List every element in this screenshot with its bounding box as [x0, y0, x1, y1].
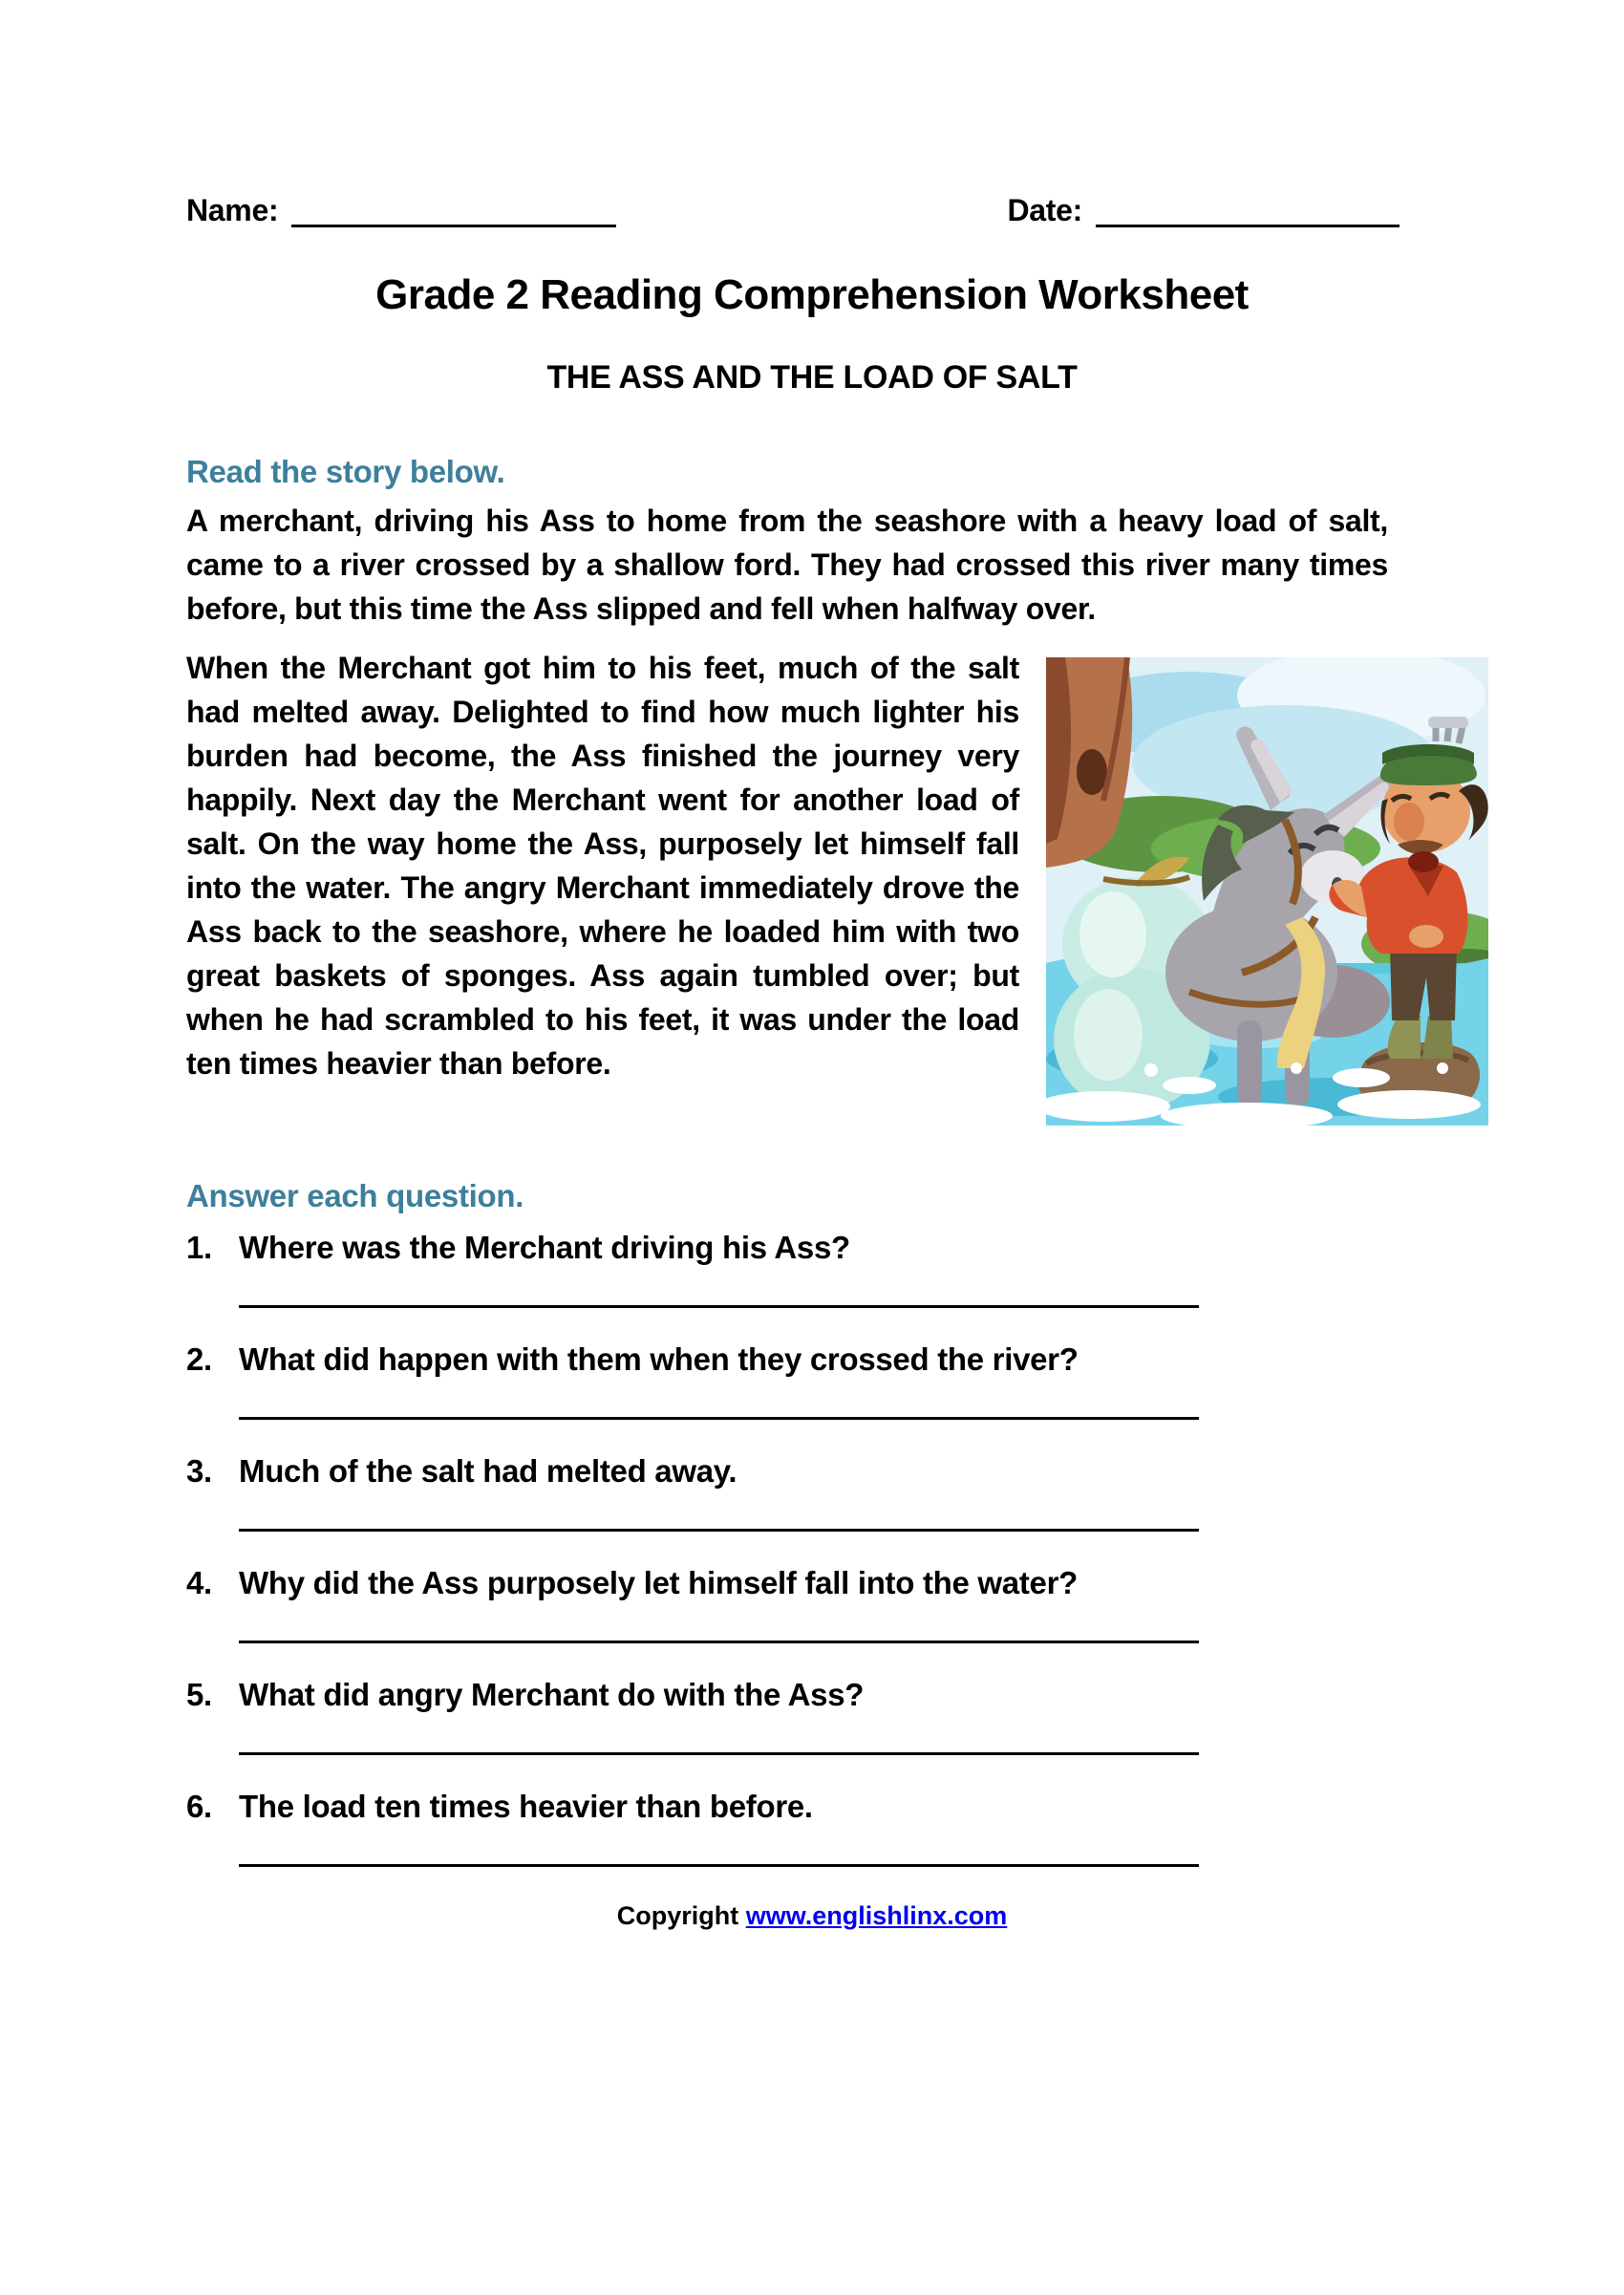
- answer-line-5: [239, 1750, 1199, 1755]
- name-blank: [291, 194, 616, 227]
- question-number: 1.: [186, 1230, 212, 1265]
- date-field: [1007, 193, 1400, 227]
- page-title: Grade 2 Reading Comprehension Worksheet: [375, 271, 1249, 318]
- question-text: Why did the Ass purposely let himself fall into the water?: [239, 1565, 1078, 1600]
- question-2: [186, 1341, 1624, 1420]
- question-4: [186, 1564, 1624, 1643]
- question-5: [186, 1676, 1624, 1755]
- question-number: 4.: [186, 1565, 212, 1600]
- date-blank: [1096, 194, 1400, 227]
- question-number: 2.: [186, 1341, 212, 1377]
- answer-line-3: [239, 1527, 1199, 1532]
- footer: [0, 1899, 1624, 1932]
- question-number: 5.: [186, 1677, 212, 1712]
- question-number: 3.: [186, 1453, 212, 1489]
- answer-line-6: [239, 1862, 1199, 1867]
- question-text: The load ten times heavier than before.: [239, 1789, 813, 1824]
- story-paragraph-wrapped: When the Merchant got him to his feet, much of the salt had melted away. Delighted to find how much lighter his burden had become, the Ass finished the journey very happily. Next day the Merchant went for another load of salt. On the way home the Ass, purposely let himself fall into the water. The angry Merchant immediately drove the Ass back to the seashore, where he loaded him with two great baskets of sponges. Ass again tumbled over; but when he had scrambled to his feet, it was under the load ten times heavier than before.: [186, 651, 1019, 1081]
- name-field: [186, 193, 616, 227]
- story-wrap-section: [186, 646, 1488, 1131]
- merchant-donkey-illustration-svg: [1046, 657, 1488, 1126]
- question-1: [186, 1229, 1624, 1308]
- question-text: Where was the Merchant driving his Ass?: [239, 1230, 850, 1265]
- date-label: Date:: [1007, 193, 1082, 227]
- question-text: What did happen with them when they crossed the river?: [239, 1341, 1079, 1377]
- name-label: Name:: [186, 193, 279, 227]
- question-text: What did angry Merchant do with the Ass?: [239, 1677, 865, 1712]
- answer-line-4: [239, 1639, 1199, 1643]
- question-text: Much of the salt had melted away.: [239, 1453, 737, 1489]
- answer-line-2: [239, 1415, 1199, 1420]
- story-paragraph-top: A merchant, driving his Ass to home from the seashore with a heavy load of salt, came to a river crossed by a shallow ford. They had crossed this river many times before, but this time the Ass slipped and fell when halfway over.: [186, 504, 1388, 626]
- englishlinx-link[interactable]: www.englishlinx.com: [745, 1901, 1008, 1930]
- header-row: [186, 193, 1400, 227]
- story-title: THE ASS AND THE LOAD OF SALT: [546, 359, 1078, 396]
- answer-questions-heading: Answer each question.: [186, 1178, 524, 1213]
- worksheet-page: [0, 193, 1624, 2295]
- story-illustration: [1046, 657, 1488, 1126]
- question-number: 6.: [186, 1789, 212, 1824]
- answer-line-1: [239, 1303, 1199, 1308]
- copyright-label: Copyright: [616, 1901, 739, 1930]
- question-6: [186, 1788, 1624, 1867]
- read-story-heading: Read the story below.: [186, 454, 505, 489]
- question-3: [186, 1452, 1624, 1532]
